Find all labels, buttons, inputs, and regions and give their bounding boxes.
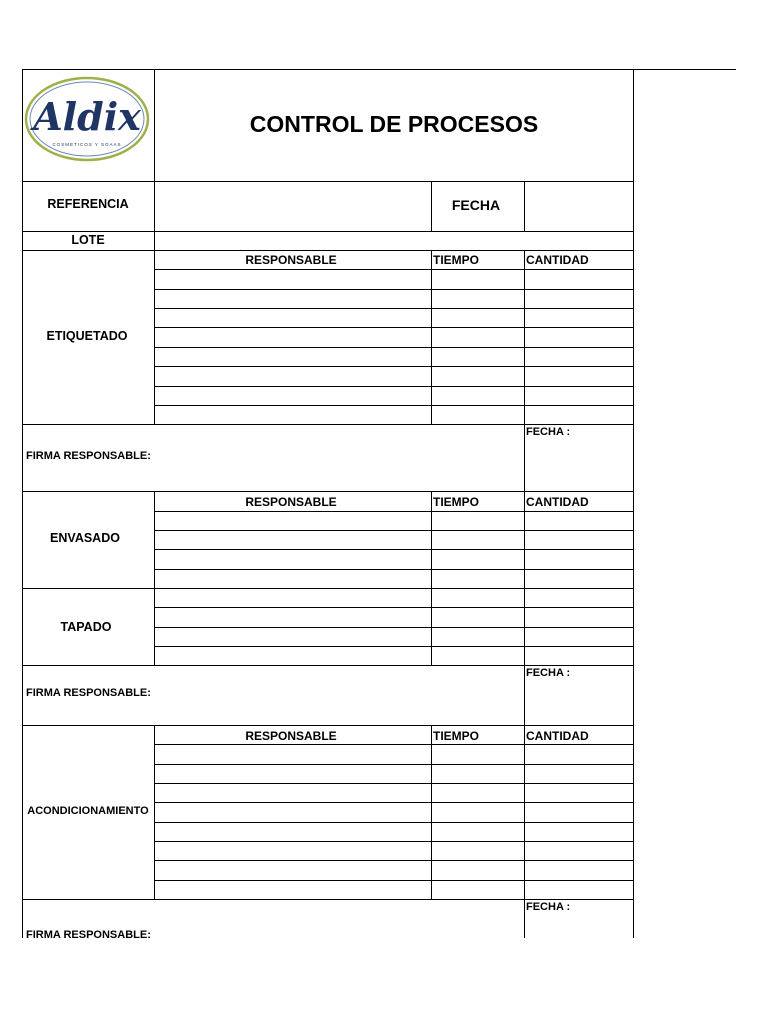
- column-header-cantidad: CANTIDAD: [526, 729, 589, 743]
- fecha-label: FECHA: [451, 197, 501, 213]
- right-border: [633, 69, 634, 938]
- logo-wordmark: Aldix: [33, 94, 141, 139]
- column-header-responsable: RESPONSABLE: [245, 495, 337, 509]
- column-header-responsable: RESPONSABLE: [245, 729, 337, 743]
- column-header-tiempo: TIEMPO: [433, 729, 480, 743]
- signature-fecha-label: FECHA :: [526, 426, 571, 438]
- referencia-field[interactable]: [155, 182, 431, 231]
- logo-tagline: COSMETICOS Y SOAAS: [52, 142, 122, 147]
- lote-field[interactable]: [155, 232, 633, 250]
- column-header-cantidad: CANTIDAD: [526, 495, 589, 509]
- left-border: [22, 69, 23, 938]
- signature-fecha-label: FECHA :: [526, 901, 571, 913]
- firma-label: FIRMA RESPONSABLE:: [26, 929, 151, 938]
- top-border: [22, 69, 736, 70]
- column-header-tiempo: TIEMPO: [433, 253, 480, 267]
- signature-fecha-label: FECHA :: [526, 667, 571, 679]
- firma-field[interactable]: [23, 666, 524, 725]
- firma-label: FIRMA RESPONSABLE:: [26, 687, 151, 699]
- fecha-field[interactable]: [525, 182, 633, 231]
- section-label-acondicionamiento: ACONDICIONAMIENTO: [27, 805, 149, 817]
- aldix-logo: [24, 76, 150, 162]
- section-label-tapado: TAPADO: [60, 620, 112, 634]
- column-header-responsable: RESPONSABLE: [245, 253, 337, 267]
- column-header-cantidad: CANTIDAD: [526, 253, 589, 267]
- lote-label: LOTE: [71, 233, 105, 247]
- section-label-envasado: ENVASADO: [50, 531, 120, 545]
- column-header-tiempo: TIEMPO: [433, 495, 480, 509]
- firma-label: FIRMA RESPONSABLE:: [26, 450, 151, 462]
- firma-field[interactable]: [23, 425, 524, 491]
- referencia-label: REFERENCIA: [47, 197, 129, 211]
- section-label-etiquetado: ETIQUETADO: [46, 329, 128, 343]
- document-title: CONTROL DE PROCESOS: [249, 111, 539, 137]
